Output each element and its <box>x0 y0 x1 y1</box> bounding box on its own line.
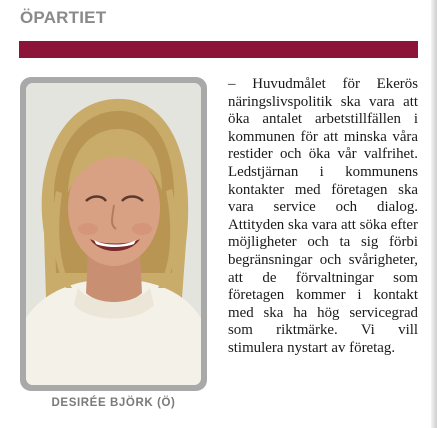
party-heading: ÖPARTIET <box>20 8 107 27</box>
portrait-caption: DESIRÉE BJÖRK (Ö) <box>51 397 176 409</box>
accent-bar <box>19 41 418 58</box>
portrait-illustration <box>26 83 201 385</box>
quote-text: – Huvudmålet för Ekerös näringslivspolitik ska vara att öka antalet arbetstillfällen i kommunen för att minska våra restider och öka vår valfrihet. Ledstjärnan i kommunens kontakter med företagen ska vara service och dialog. Attityden ska vara att söka efter möjligheter och ta sig förbi begränsningar och svårigheter, att de förvaltningar som företagen kommer i kontakt med ska ha hög servicegrad som riktmärke. Vi vill stimulera nystart av företag. <box>228 76 418 356</box>
portrait-photo <box>26 83 201 385</box>
page-edge-shadow <box>431 0 437 428</box>
portrait-frame <box>20 77 207 391</box>
